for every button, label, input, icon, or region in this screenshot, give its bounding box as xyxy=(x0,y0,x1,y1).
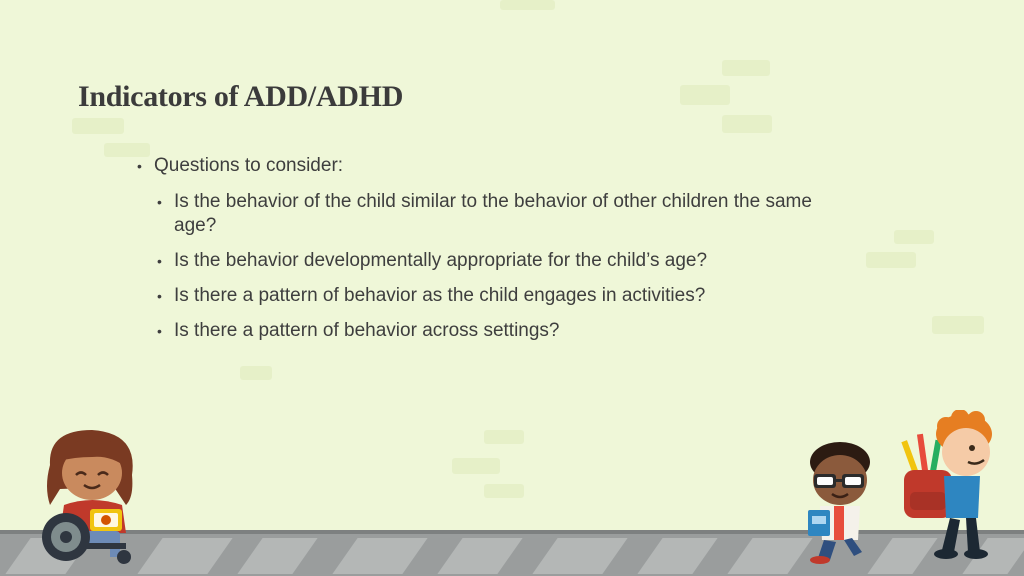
background-mark xyxy=(722,115,772,133)
sub-bullet-text: Is there a pattern of behavior across settings? xyxy=(174,320,560,341)
bullet-item xyxy=(137,154,857,178)
sub-bullet-text: Is the behavior developmentally appropriate for the child’s age? xyxy=(174,250,708,271)
background-mark xyxy=(240,366,272,380)
background-mark xyxy=(932,316,984,334)
slide-content xyxy=(137,154,857,354)
slide-title: Indicators of ADD/ADHD xyxy=(78,80,404,113)
bullet-text: Questions to consider: xyxy=(154,155,344,176)
sub-bullet-item xyxy=(157,319,857,343)
background-mark xyxy=(484,484,524,498)
background-mark xyxy=(452,458,500,474)
sub-bullet-list xyxy=(137,190,857,343)
background-mark xyxy=(680,85,730,105)
boy-with-glasses-and-book-illustration xyxy=(800,440,880,565)
background-mark xyxy=(866,252,916,268)
sub-bullet-text: Is there a pattern of behavior as the child engages in activities? xyxy=(174,285,706,306)
sub-bullet-item xyxy=(157,249,857,273)
girl-in-wheelchair-illustration xyxy=(30,425,160,570)
sub-bullet-item xyxy=(157,284,857,308)
background-mark xyxy=(484,430,524,444)
background-mark xyxy=(894,230,934,244)
background-mark xyxy=(500,0,555,10)
boy-with-backpack-illustration xyxy=(896,410,1006,565)
background-mark xyxy=(722,60,770,76)
background-mark xyxy=(72,118,124,134)
sub-bullet-item xyxy=(157,190,857,238)
sub-bullet-text: Is the behavior of the child similar to the behavior of other children the same age? xyxy=(174,191,812,236)
